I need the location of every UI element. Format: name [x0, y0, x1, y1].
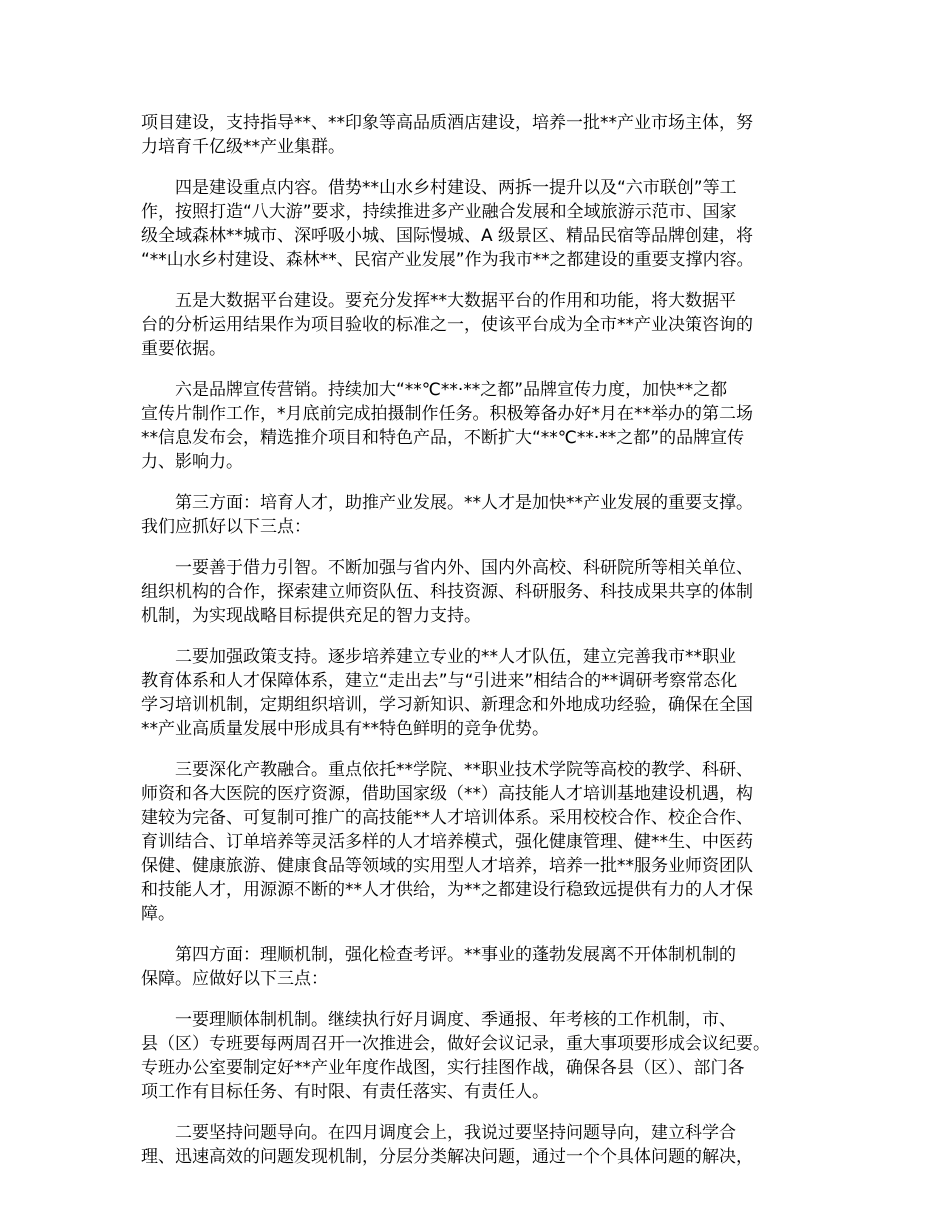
paragraph-brand-marketing: 六是品牌宣传营销。持续加大“**℃**·**之都”品牌宣传力度，加快**之都 宣传片制作工作，*月底前完成拍摄制作任务。积极筹备办好*月在**举办的第二场 **信息发布会，精选推介项目和特色产品，不断扩大“**℃**·**之都”的品牌宣传 力、影响力。	[141, 380, 753, 472]
paragraph-policy-support: 二要加强政策支持。逐步培养建立专业的**人才队伍，建立完善我市**职业 教育体系和人才保障体系，建立“走出去”与“引进来”相结合的**调研考察常态化 学习培训机制，定期组织培训，学习新知识、新理念和外地成功经验，确保在全国 **产业高质量发展中形成具有**特色鲜明的竞争优势。	[141, 647, 753, 739]
paragraph-key-content: 四是建设重点内容。借势**山水乡村建设、两拆一提升以及“六市联创”等工 作，按照打造“八大游”要求，持续推进多产业融合发展和全域旅游示范市、国家 级全域森林**城市、深呼吸小城、国际慢城、A 级景区、精品民宿等品牌创建，将 “**山水乡村建设、森林**、民宿产业发展”作为我市**之都建设的重要支撑内容。	[141, 178, 754, 270]
paragraph-section-four-heading: 第四方面：理顺机制，强化检查考评。**事业的蓬勃发展离不开体制机制的 保障。应做好以下三点：	[141, 945, 736, 989]
paragraph-hotel-construction: 项目建设，支持指导**、**印象等高品质酒店建设，培养一批**产业市场主体，努 力培育千亿级**产业集群。	[141, 113, 753, 157]
paragraph-section-three-heading: 第三方面：培育人才，助推产业发展。**人才是加快**产业发展的重要支撑。 我们应抓好以下三点：	[141, 493, 753, 537]
paragraph-problem-oriented: 二要坚持问题导向。在四月调度会上，我说过要坚持问题导向，建立科学合 理、迅速高效的问题发现机制，分层分类解决问题，通过一个个具体问题的解决，	[141, 1123, 753, 1167]
document-body	[141, 111, 821, 1186]
paragraph-big-data-platform: 五是大数据平台建设。要充分发挥**大数据平台的作用和功能，将大数据平 台的分析运用结果作为项目验收的标准之一，使该平台成为全市**产业决策咨询的 重要依据。	[141, 291, 753, 359]
paragraph-industry-education: 三要深化产教融合。重点依托**学院、**职业技术学院等高校的教学、科研、 师资和各大医院的医疗资源，借助国家级（**）高技能人才培训基地建设机遇，构 建较为完备、可复制可推广的高技能**人才培训体系。采用校校合作、校企合作、 育训结合、订单培养等灵活多样的人才培养模式，强化健康管理、健**生、中医药 保健、健康旅游、健康食品等领域的实用型人才培养，培养一批**服务业师资团队 和技能人才，用源源不断的**人才供给，为**之都建设行稳致远提供有力的人才保 障。	[141, 760, 753, 924]
paragraph-borrow-intelligence: 一要善于借力引智。不断加强与省内外、国内外高校、科研院所等相关单位、 组织机构的合作，探索建立师资队伍、科技资源、科研服务、科技成果共享的体制 机制，为实现战略目标提供充足的智力支持。	[141, 558, 753, 626]
paragraph-mechanism: 一要理顺体制机制。继续执行好月调度、季通报、年考核的工作机制，市、 县（区）专班要每两周召开一次推进会，做好会议记录，重大事项要形成会议纪要。 专班办公室要制定好**产业年度作战图，实行挂图作战，确保各县（区）、部门各 项工作有目标任务、有时限、有责任落实、有责任人。	[141, 1010, 770, 1102]
